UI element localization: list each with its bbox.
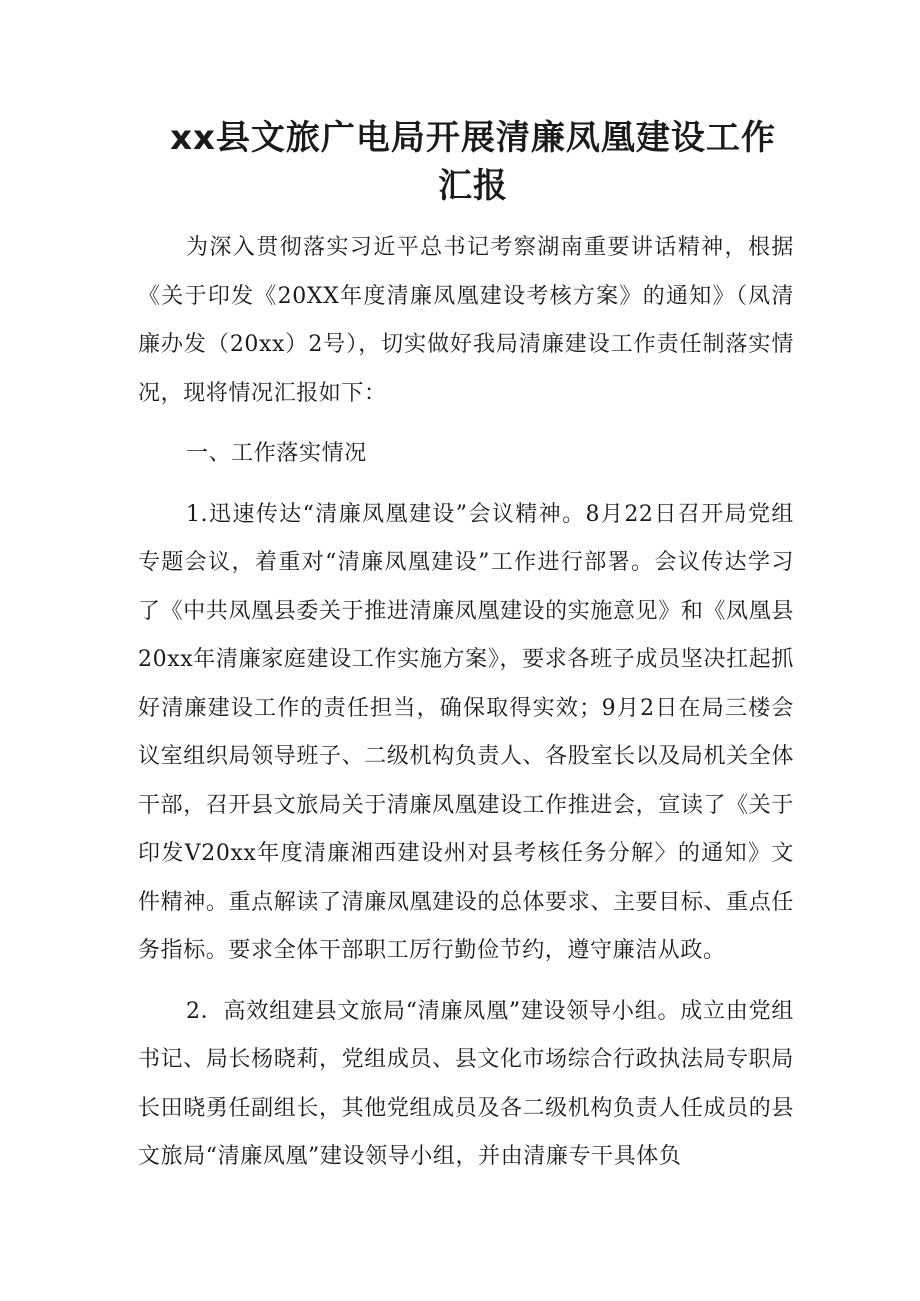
title-line-1: xx县文旅广电局开展清廉凤凰建设工作	[170, 118, 776, 158]
item-2-paragraph: 2．高效组建县文旅局“清廉凤凰”建设领导小组。成立由党组书记、局长杨晓莉，党组成员、县文化市场综合行政执法局专职局长田晓勇任副组长，其他党组成员及各二级机构负责人任成员的县文旅局“清廉凤凰”建设领导小组，并由清廉专干具体负	[138, 998, 794, 1169]
title-line-2: 汇报	[438, 166, 508, 206]
document-title	[138, 114, 794, 210]
intro-paragraph: 为深入贯彻落实习近平总书记考察湖南重要讲话精神，根据《关于印发《20XX年度清廉凤凰建设考核方案》的通知》（凤清廉办发（20xx）2号），切实做好我局清廉建设工作责任制落实情况，现将情况汇报如下：	[138, 235, 794, 406]
section-heading: 一、工作落实情况	[186, 441, 367, 466]
item-1-paragraph: 1.迅速传达“清廉凤凰建设”会议精神。8月22日召开局党组专题会议，着重对“清廉凤凰建设”工作进行部署。会议传达学习了《中共凤凰县委关于推进清廉凤凰建设的实施意见》和《凤凰县20xx年清廉家庭建设工作实施方案》，要求各班子成员坚决扛起抓好清廉建设工作的责任担当，确保取得实效；9月2日在局三楼会议室组织局领导班子、二级机构负责人、各股室长以及局机关全体干部，召开县文旅局关于清廉凤凰建设工作推进会，宣读了《关于印发V20xx年度清廉湘西建设州对县考核任务分解〉的通知》文件精神。重点解读了清廉凤凰建设的总体要求、主要目标、重点任务指标。要求全体干部职工厉行勤俭节约，遵守廉洁从政。	[138, 501, 794, 963]
